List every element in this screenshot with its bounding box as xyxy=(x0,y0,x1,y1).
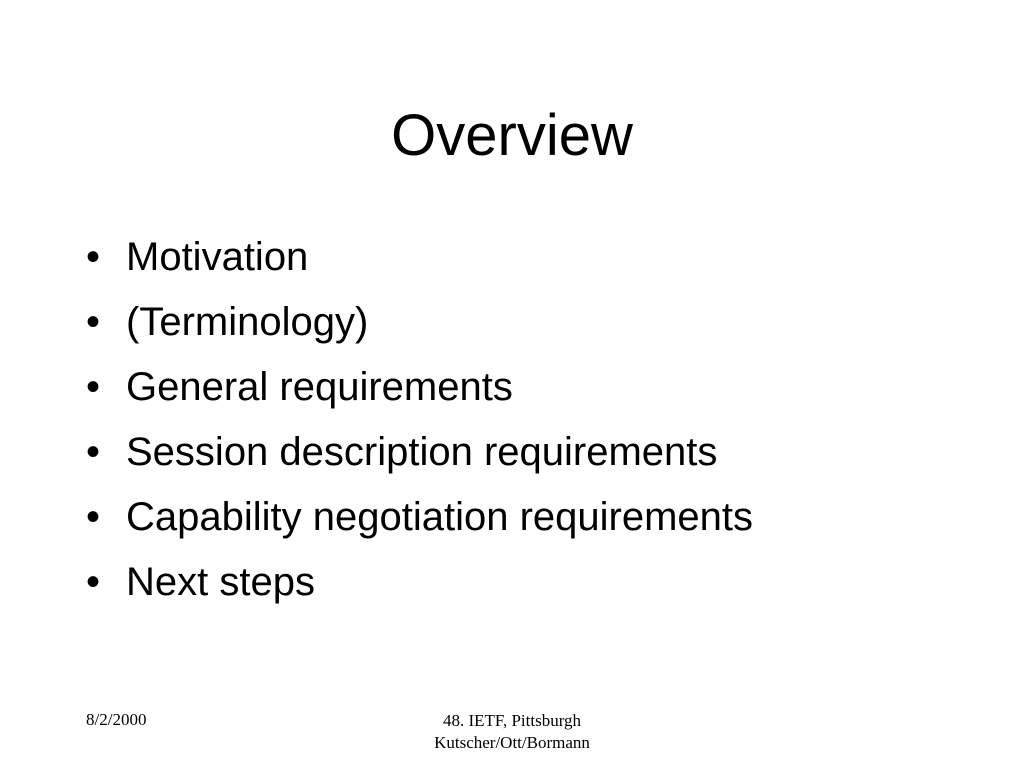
footer-authors: Kutscher/Ott/Bormann xyxy=(434,733,590,752)
bullet-list xyxy=(86,225,753,615)
bullet-text-capability-negotiation: Capability negotiation requirements xyxy=(126,495,754,539)
list-item xyxy=(86,225,753,290)
bullet-text-motivation: Motivation xyxy=(126,235,309,279)
bullet-icon: • xyxy=(86,235,101,279)
list-item xyxy=(86,290,753,355)
bullet-text-next-steps: Next steps xyxy=(126,560,315,604)
list-item xyxy=(86,420,753,485)
bullet-text-general-requirements: General requirements xyxy=(126,365,513,409)
list-item xyxy=(86,550,753,615)
bullet-icon: • xyxy=(86,365,101,409)
list-item xyxy=(86,485,753,550)
footer-event: 48. IETF, Pittsburgh xyxy=(442,711,582,730)
list-item xyxy=(86,355,753,420)
footer-date: 8/2/2000 xyxy=(86,710,147,729)
bullet-text-session-description: Session description requirements xyxy=(126,430,718,474)
bullet-icon: • xyxy=(86,560,101,604)
bullet-icon: • xyxy=(86,300,101,344)
bullet-icon: • xyxy=(86,495,101,539)
slide-title: Overview xyxy=(391,103,633,168)
bullet-icon: • xyxy=(86,430,101,474)
bullet-text-terminology: (Terminology) xyxy=(126,300,369,344)
footer-center xyxy=(312,710,712,754)
